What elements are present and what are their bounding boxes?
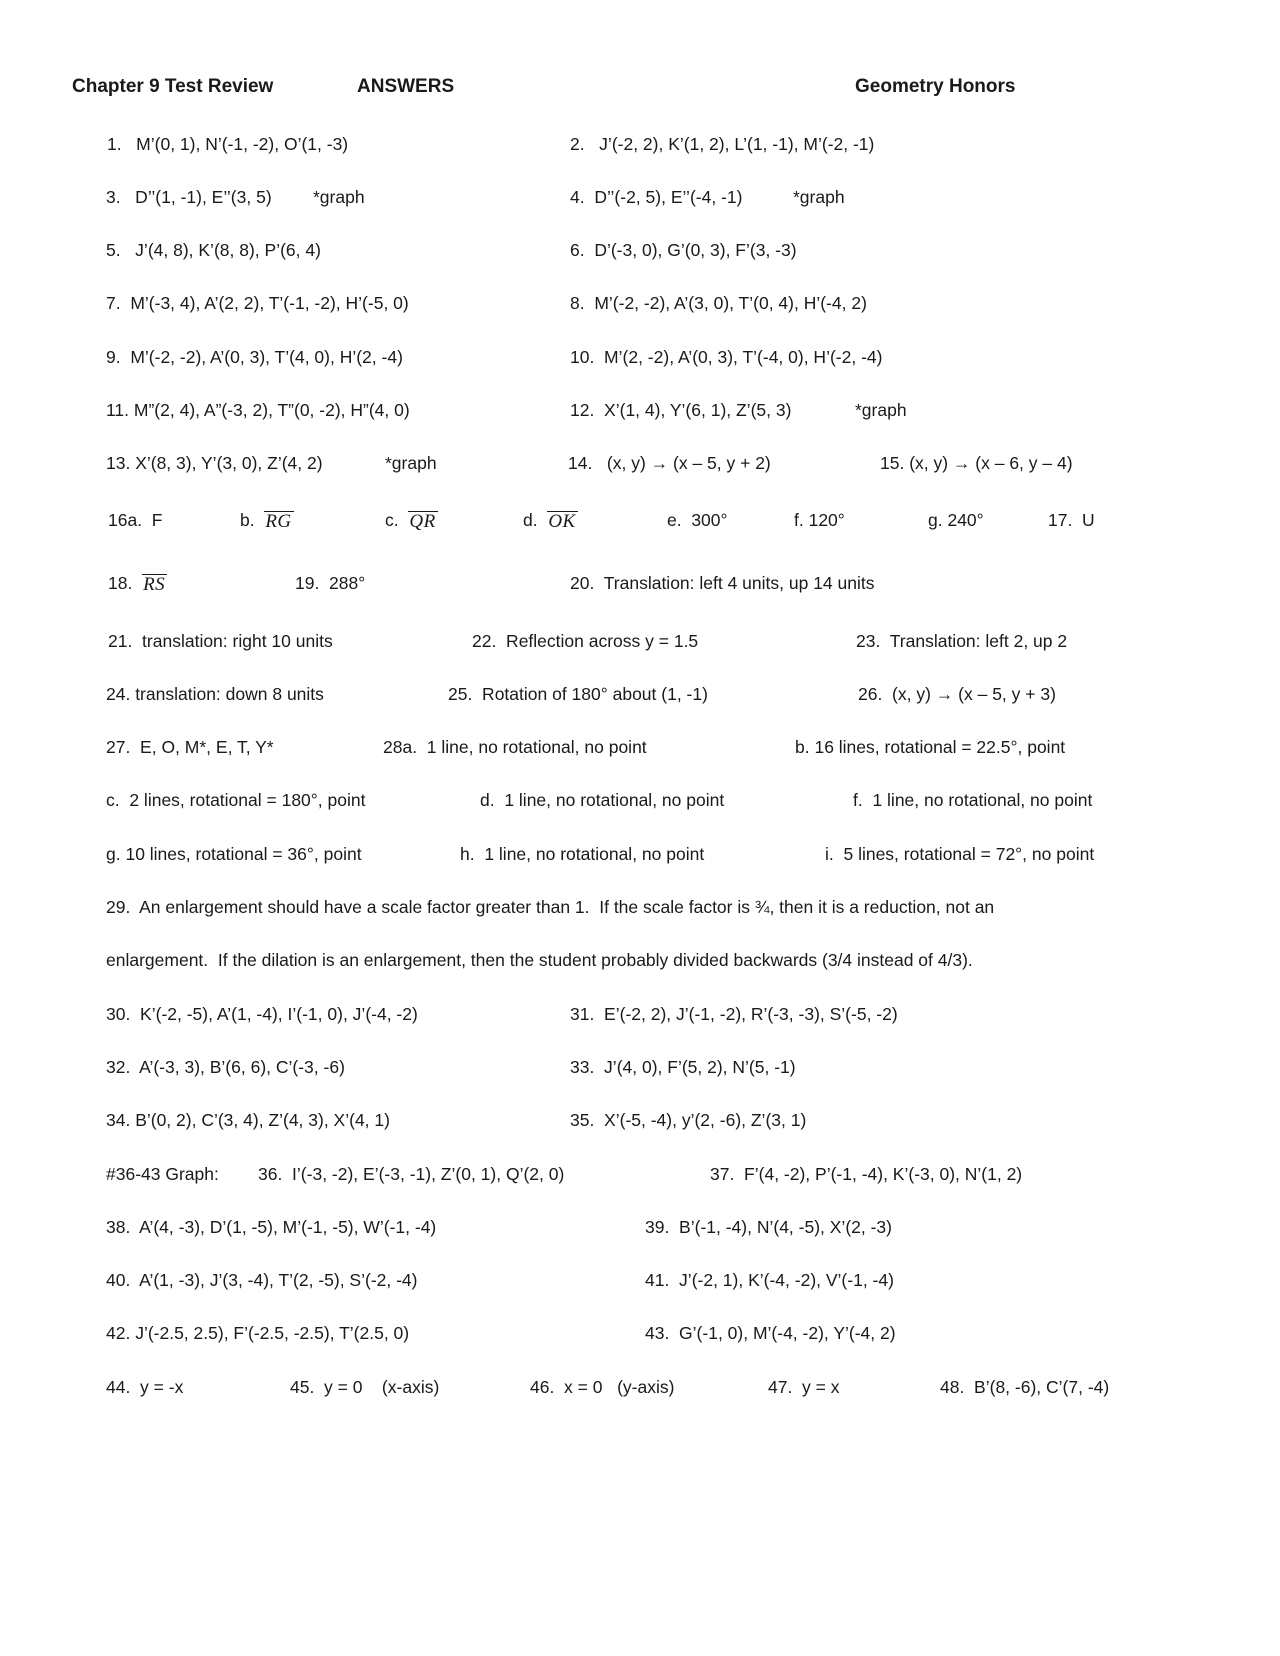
answer-text: 25. Rotation of 180° about (1, -1) [448, 684, 708, 704]
answer-text: 20. Translation: left 4 units, up 14 units [570, 573, 875, 593]
answer-item [570, 1110, 806, 1131]
answer-item [853, 790, 1092, 811]
answers-label: ANSWERS [357, 76, 455, 97]
answer-item [880, 453, 1073, 474]
answer-item [106, 897, 994, 918]
answer-text: c. [385, 510, 409, 530]
answer-text: enlargement. If the dilation is an enlargement, then the student probably divided backwards (3/4 instead of 4/3). [106, 950, 973, 970]
answer-item [108, 510, 162, 531]
answer-text: 21. translation: right 10 units [108, 631, 333, 651]
answer-text: 16a. F [108, 510, 163, 530]
answer-text: 41. J’(-2, 1), K’(-4, -2), V’(-1, -4) [645, 1270, 894, 1290]
answer-text: 46. x = 0 (y-axis) [530, 1377, 675, 1397]
answer-text: d. 1 line, no rotational, no point [480, 790, 725, 810]
answer-item [667, 510, 728, 531]
answer-item [645, 1323, 896, 1344]
answer-text: h. 1 line, no rotational, no point [460, 844, 705, 864]
answer-item [108, 631, 333, 652]
answer-text: *graph [385, 453, 437, 473]
answer-item [383, 737, 647, 758]
answer-text: f. 120° [794, 510, 845, 530]
segment-notation: QR [409, 511, 436, 532]
answer-text: 13. X’(8, 3), Y’(3, 0), Z’(4, 2) [106, 453, 323, 473]
answer-text: 28a. 1 line, no rotational, no point [383, 737, 647, 757]
answer-item [385, 453, 437, 474]
answer-text: 43. G’(-1, 0), M’(-4, -2), Y’(-4, 2) [645, 1323, 896, 1343]
answer-item [472, 631, 698, 652]
answer-item [106, 187, 272, 208]
answer-text: 26. (x, y) → (x – 5, y + 3) [858, 684, 1056, 704]
answer-item [240, 510, 294, 531]
answer-text: f. 1 line, no rotational, no point [853, 790, 1093, 810]
answer-item [106, 950, 973, 971]
answer-item [448, 684, 708, 705]
answer-item [645, 1270, 894, 1291]
answer-text: 27. E, O, M*, E, T, Y* [106, 737, 274, 757]
answer-text: 7. M’(-3, 4), A’(2, 2), T’(-1, -2), H’(-5, 0) [106, 293, 409, 313]
page-title: Chapter 9 Test Review [72, 76, 274, 97]
answer-item [106, 240, 321, 261]
segment-notation: RG [265, 511, 292, 532]
answer-item [460, 844, 704, 865]
answer-item [795, 737, 1065, 758]
segment-notation: RS [143, 574, 166, 595]
answer-item [106, 1323, 409, 1344]
answer-item [568, 453, 771, 474]
answer-item [313, 187, 365, 208]
answer-text: 44. y = -x [106, 1377, 184, 1397]
answer-item [106, 1110, 390, 1131]
answer-item [768, 1377, 840, 1398]
answer-item [106, 1270, 418, 1291]
answer-text: 19. 288° [295, 573, 366, 593]
answer-text: 30. K’(-2, -5), A’(1, -4), I’(-1, 0), J’(-4, -2) [106, 1004, 418, 1024]
answer-text: 4. D’’(-2, 5), E’’(-4, -1) [570, 187, 743, 207]
answer-text: 8. M’(-2, -2), A’(3, 0), T’(0, 4), H’(-4, 2) [570, 293, 867, 313]
answer-text: 33. J’(4, 0), F’(5, 2), N’(5, -1) [570, 1057, 796, 1077]
answer-item [106, 737, 274, 758]
answer-text: 47. y = x [768, 1377, 840, 1397]
answer-item [106, 1057, 345, 1078]
answer-text: 48. B’(8, -6), C’(7, -4) [940, 1377, 1110, 1397]
answer-item [530, 1377, 674, 1398]
answer-text: *graph [855, 400, 907, 420]
answer-text: 40. A’(1, -3), J’(3, -4), T’(2, -5), S’(-2, -4) [106, 1270, 418, 1290]
answer-item [106, 453, 323, 474]
answer-text: b. [240, 510, 265, 530]
answer-text: 3. D’’(1, -1), E’’(3, 5) [106, 187, 272, 207]
answer-text: 23. Translation: left 2, up 2 [856, 631, 1068, 651]
answer-text: 14. (x, y) → (x – 5, y + 2) [568, 453, 771, 473]
answer-item [107, 134, 348, 155]
answer-item [106, 400, 410, 421]
answer-item [570, 240, 797, 261]
answer-item [480, 790, 724, 811]
answer-item [570, 347, 882, 368]
answer-text: 37. F’(4, -2), P’(-1, -4), K’(-3, 0), N’(1, 2) [710, 1164, 1023, 1184]
answer-text: 5. J’(4, 8), K’(8, 8), P’(6, 4) [106, 240, 321, 260]
answer-item [106, 293, 409, 314]
answer-item [106, 347, 403, 368]
answer-text: 29. An enlargement should have a scale factor greater than 1. If the scale factor is ¾, then it is a reduction, not an [106, 897, 995, 917]
answer-text: 1. M’(0, 1), N’(-1, -2), O’(1, -3) [107, 134, 349, 154]
answer-text: 12. X’(1, 4), Y’(6, 1), Z’(5, 3) [570, 400, 792, 420]
answer-item [570, 1004, 898, 1025]
answer-text: 39. B’(-1, -4), N’(4, -5), X’(2, -3) [645, 1217, 892, 1237]
segment-notation: OK [548, 511, 576, 532]
answer-text: 35. X’(-5, -4), y’(2, -6), Z’(3, 1) [570, 1110, 807, 1130]
answer-text: d. [523, 510, 548, 530]
answer-item [523, 510, 578, 531]
answer-text: 10. M’(2, -2), A’(0, 3), T’(-4, 0), H’(-2, -4) [570, 347, 883, 367]
answer-item [928, 510, 984, 531]
answer-item [940, 1377, 1109, 1398]
answer-text: i. 5 lines, rotational = 72°, no point [825, 844, 1095, 864]
answer-text: 31. E’(-2, 2), J’(-1, -2), R’(-3, -3), S’(-5, -2) [570, 1004, 898, 1024]
answer-item [793, 187, 845, 208]
answer-text: *graph [793, 187, 845, 207]
answer-item [570, 400, 791, 421]
answer-item [710, 1164, 1022, 1185]
answer-item [570, 1057, 796, 1078]
answer-item [645, 1217, 892, 1238]
answer-item [570, 573, 875, 594]
answer-text: b. 16 lines, rotational = 22.5°, point [795, 737, 1066, 757]
answer-item [855, 400, 907, 421]
answer-item [570, 293, 867, 314]
answer-item [106, 684, 324, 705]
answer-text: g. 10 lines, rotational = 36°, point [106, 844, 362, 864]
answer-text: 9. M’(-2, -2), A’(0, 3), T’(4, 0), H’(2, -4) [106, 347, 403, 367]
answer-text: 32. A’(-3, 3), B’(6, 6), C’(-3, -6) [106, 1057, 345, 1077]
answer-text: 17. U [1048, 510, 1095, 530]
answer-text: 42. J’(-2.5, 2.5), F’(-2.5, -2.5), T’(2.5, 0) [106, 1323, 410, 1343]
answer-item [295, 573, 365, 594]
answer-item [856, 631, 1067, 652]
answer-text: 6. D’(-3, 0), G’(0, 3), F’(3, -3) [570, 240, 797, 260]
answer-item [794, 510, 845, 531]
answer-text: 18. [108, 573, 143, 593]
answer-item [106, 1164, 219, 1185]
answer-item [385, 510, 438, 531]
course-label: Geometry Honors [855, 76, 1016, 97]
answer-text: g. 240° [928, 510, 984, 530]
answer-text: 45. y = 0 (x-axis) [290, 1377, 440, 1397]
answer-text: 15. (x, y) → (x – 6, y – 4) [880, 453, 1073, 473]
answer-text: #36-43 Graph: [106, 1164, 219, 1184]
answer-text: 36. I’(-3, -2), E’(-3, -1), Z’(0, 1), Q’(2, 0) [258, 1164, 565, 1184]
answer-text: e. 300° [667, 510, 728, 530]
answer-text: 2. J’(-2, 2), K’(1, 2), L’(1, -1), M’(-2, -1) [570, 134, 875, 154]
answer-item [106, 844, 362, 865]
answer-item [1048, 510, 1095, 531]
answer-item [825, 844, 1094, 865]
answer-text: 11. M”(2, 4), A”(-3, 2), T”(0, -2), H”(4, 0) [106, 400, 410, 420]
answer-item [858, 684, 1056, 705]
answer-text: 24. translation: down 8 units [106, 684, 324, 704]
answer-text: *graph [313, 187, 365, 207]
answer-text: c. 2 lines, rotational = 180°, point [106, 790, 366, 810]
answer-item [108, 573, 167, 594]
answer-item [258, 1164, 564, 1185]
answer-item [106, 1004, 418, 1025]
answer-text: 22. Reflection across y = 1.5 [472, 631, 699, 651]
answer-item [106, 1377, 183, 1398]
answer-text: 34. B’(0, 2), C’(3, 4), Z’(4, 3), X’(4, 1) [106, 1110, 390, 1130]
answer-item [570, 134, 874, 155]
answer-item [106, 790, 365, 811]
answer-text: 38. A’(4, -3), D’(1, -5), M’(-1, -5), W’(-1, -4) [106, 1217, 437, 1237]
answer-item [570, 187, 742, 208]
answer-item [106, 1217, 436, 1238]
answer-item [290, 1377, 439, 1398]
